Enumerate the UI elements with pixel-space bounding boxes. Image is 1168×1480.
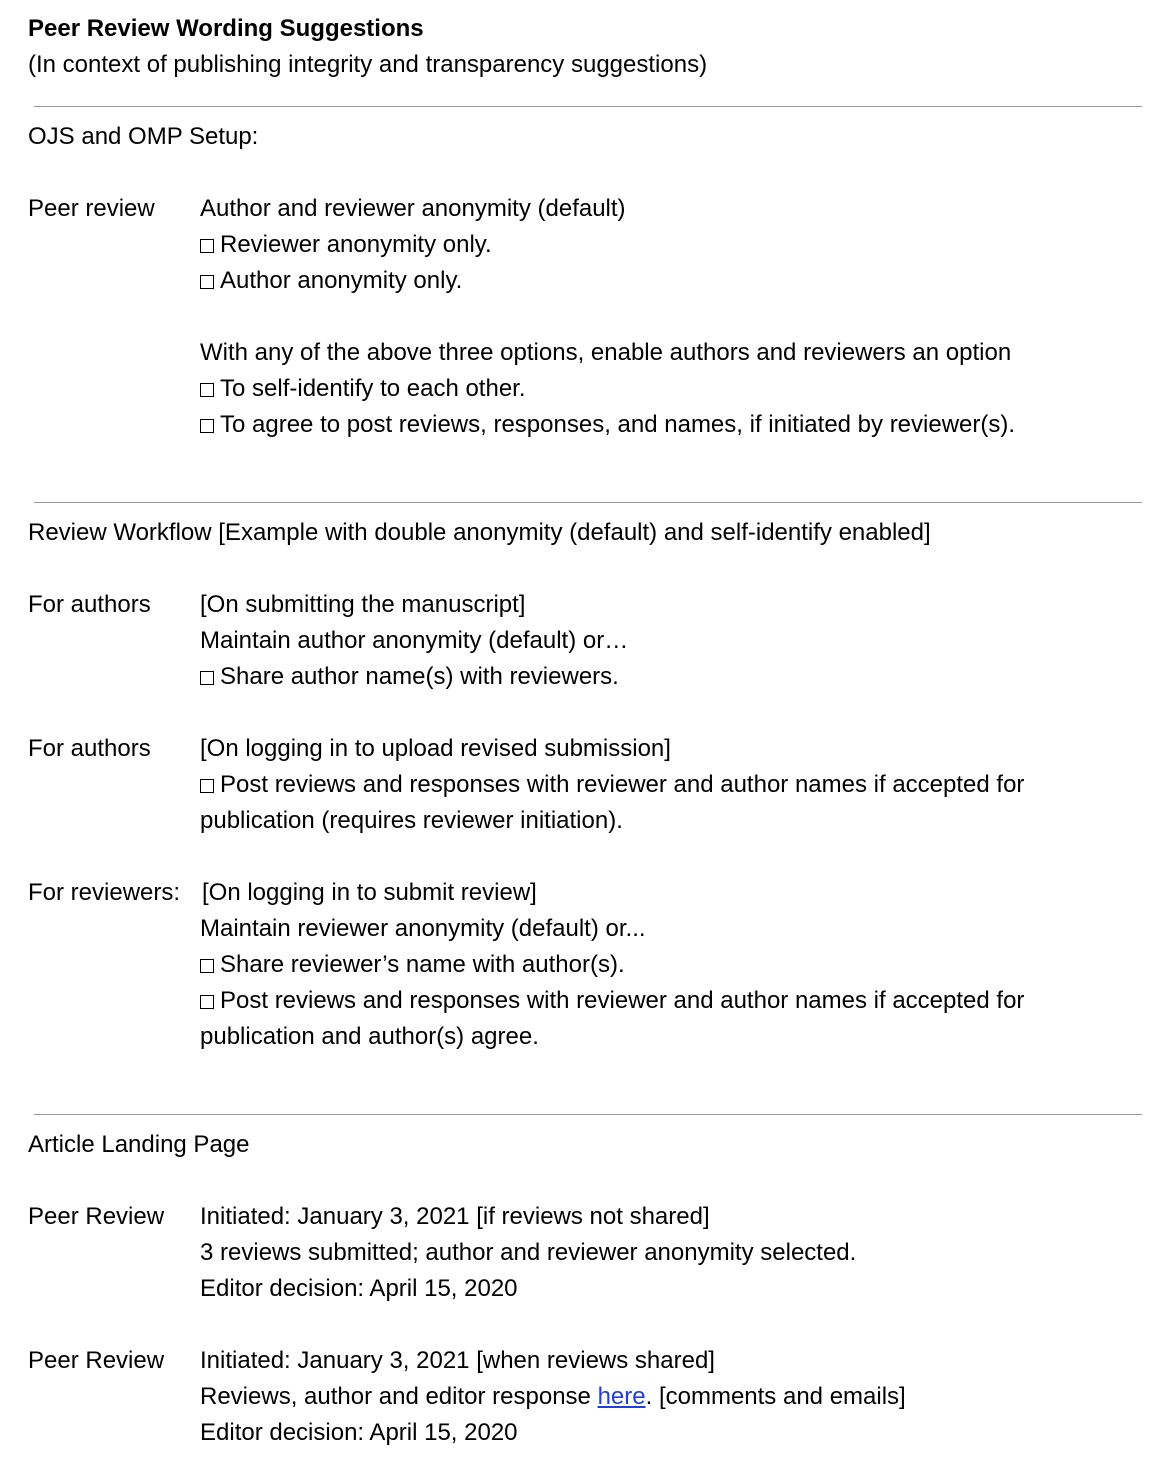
checkbox[interactable] [200, 275, 214, 289]
divider [34, 502, 1142, 503]
option-label: Share reviewer’s name with author(s). [220, 951, 625, 978]
option-label: To self-identify to each other. [220, 375, 526, 402]
option-post-reviews-reviewer [200, 983, 1024, 1019]
document-subtitle: (In context of publishing integrity and transparency suggestions) [28, 51, 708, 78]
landing-heading: Article Landing Page [28, 1131, 250, 1158]
checkbox[interactable] [200, 959, 214, 973]
option-share-reviewer-name [200, 947, 625, 983]
option-agree-post [200, 407, 1015, 443]
initiated-text: Initiated: January 3, 2021 [if reviews not shared] [200, 1203, 710, 1230]
editor-decision-text: Editor decision: April 15, 2020 [200, 1275, 518, 1302]
option-share-author-name [200, 659, 619, 695]
editor-decision-text: Editor decision: April 15, 2020 [200, 1419, 518, 1446]
peer-review-label: Peer review [28, 195, 155, 222]
revision-context: [On logging in to upload revised submission] [200, 735, 671, 762]
checkbox[interactable] [200, 239, 214, 253]
for-reviewers-label: For reviewers: [28, 879, 181, 906]
maintain-author-anonymity-text: Maintain author anonymity (default) or… [200, 627, 629, 654]
reviews-summary-text: 3 reviews submitted; author and reviewer anonymity selected. [200, 1239, 857, 1266]
maintain-reviewer-anonymity-text: Maintain reviewer anonymity (default) or... [200, 915, 646, 942]
reviews-shared-text [200, 1379, 906, 1415]
document-title: Peer Review Wording Suggestions [28, 15, 424, 42]
setup-heading: OJS and OMP Setup: [28, 123, 259, 150]
submission-context: [On submitting the manuscript] [200, 591, 526, 618]
option-label: Post reviews and responses with reviewer and author names if accepted for [220, 771, 1025, 798]
checkbox[interactable] [200, 383, 214, 397]
for-authors-label: For authors [28, 591, 151, 618]
peer-review-label: Peer Review [28, 1203, 165, 1230]
option-label: Reviewer anonymity only. [220, 231, 492, 258]
checkbox[interactable] [200, 779, 214, 793]
review-context: [On logging in to submit review] [202, 879, 537, 906]
option-label-continued: publication and author(s) agree. [200, 1023, 539, 1050]
initiated-text: Initiated: January 3, 2021 [when reviews shared] [200, 1347, 715, 1374]
for-authors-label: For authors [28, 735, 151, 762]
workflow-heading: Review Workflow [Example with double anonymity (default) and self-identify enabled] [28, 519, 931, 546]
option-label: Author anonymity only. [220, 267, 463, 294]
any-options-text: With any of the above three options, enable authors and reviewers an option [200, 339, 1012, 366]
checkbox[interactable] [200, 419, 214, 433]
option-label-continued: publication (requires reviewer initiation). [200, 807, 623, 834]
reviews-text-after: . [comments and emails] [645, 1383, 906, 1410]
option-reviewer-anonymity [200, 227, 492, 263]
checkbox[interactable] [200, 995, 214, 1009]
default-anonymity-text: Author and reviewer anonymity (default) [200, 195, 626, 222]
option-author-anonymity [200, 263, 462, 299]
option-post-reviews-author [200, 767, 1024, 803]
option-self-identify [200, 371, 526, 407]
checkbox[interactable] [200, 671, 214, 685]
divider [34, 106, 1142, 107]
option-label: Share author name(s) with reviewers. [220, 663, 619, 690]
reviews-link[interactable]: here [597, 1383, 646, 1410]
option-label: Post reviews and responses with reviewer and author names if accepted for [220, 987, 1025, 1014]
option-label: To agree to post reviews, responses, and names, if initiated by reviewer(s). [220, 411, 1016, 438]
peer-review-label: Peer Review [28, 1347, 165, 1374]
divider [34, 1114, 1142, 1115]
reviews-text-before: Reviews, author and editor response [200, 1383, 598, 1410]
